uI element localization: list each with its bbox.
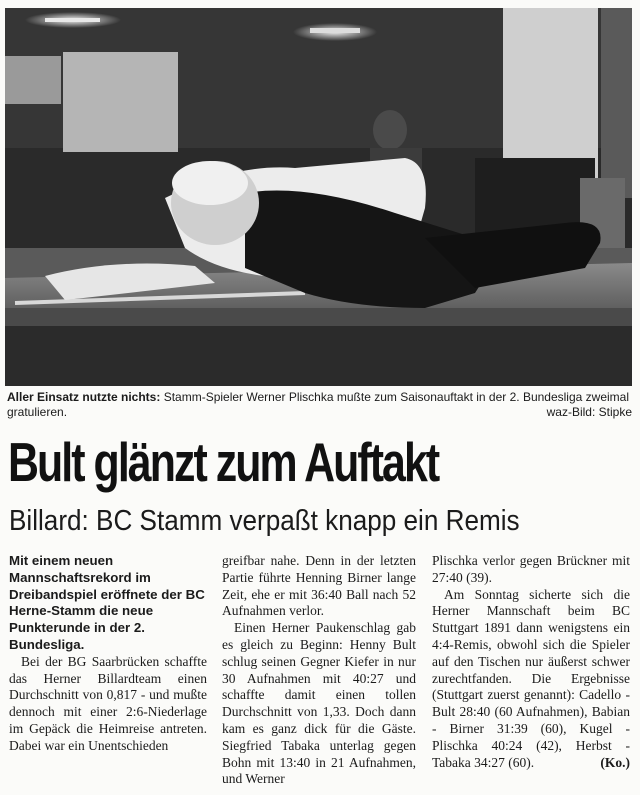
article-paragraph: Plischka verlor gegen Brückner mit 27:40 (39).: [432, 553, 630, 585]
caption-lead: Aller Einsatz nutzte nichts:: [7, 390, 161, 404]
article-column-2: [222, 553, 416, 788]
photo-credit: waz-Bild: Stipke: [546, 405, 632, 419]
photo-caption: [7, 390, 632, 420]
article-column-3: [432, 553, 630, 771]
billiards-player-photo-icon: [5, 8, 632, 386]
article-paragraph: Bei der BG Saarbrücken schaffte das Herner Billardteam einen Durchschnitt von 0,817 - und mußte dennoch mit einer 2:6-Niederlage im Gepäck die Heimreise antreten. Dabei war ein Unentschieden: [9, 653, 207, 753]
author-signature: (Ko.): [600, 754, 630, 770]
article-paragraph: [432, 587, 630, 772]
article-paragraph: greifbar nahe. Denn in der letzten Partie führte Henning Birner lange Zeit, ehe er mit 36:40 Ball nach 52 Aufnahmen verlor.: [222, 553, 416, 619]
subheadline: Billard: BC Stamm verpaßt knapp ein Remis: [9, 505, 520, 537]
caption-text: Stamm-Spieler Werner Plischka mußte zum Saisonauftakt in der 2. Bundesliga zweimal gratulieren.: [7, 390, 629, 419]
headline: Bult glänzt zum Auftakt: [8, 431, 439, 493]
article-paragraph-text: Am Sonntag sicherte sich die Herner Mannschaft beim BC Stuttgart 1891 dann wenigstens ein 4:4-Remis, obwohl sich die Spieler auf den Tischen nur äußerst schwer zurechtfanden. Die Ergebnisse (Stuttgart zuerst genannt): Cadello - Bult 28:40 (60 Aufnahmen), Babian - Birner 31:39 (60), Kugel - Plischka 40:24 (42), Herbst - Tabaka 34:27 (60).: [432, 586, 630, 770]
article-paragraph: Einen Herner Paukenschlag gab es gleich zu Beginn: Henny Bult schlug seinen Gegner Kiefer in nur 30 Aufnahmen mit 40:27 und schaffte damit einen tollen Durchschnitt von 1,33. Doch dann kam es ganz dick für die Gäste. Siegfried Tabaka unterlag gegen Bohn mit 13:40 in 21 Aufnahmen, und Werner: [222, 620, 416, 787]
article-intro: Mit einem neuen Mannschaftsrekord im Dreibandspiel eröffnete der BC Herne-Stamm die neue Punkterunde in der 2. Bundesliga.: [9, 553, 205, 652]
article-photo: [5, 8, 632, 386]
article-column-1: [9, 553, 207, 755]
